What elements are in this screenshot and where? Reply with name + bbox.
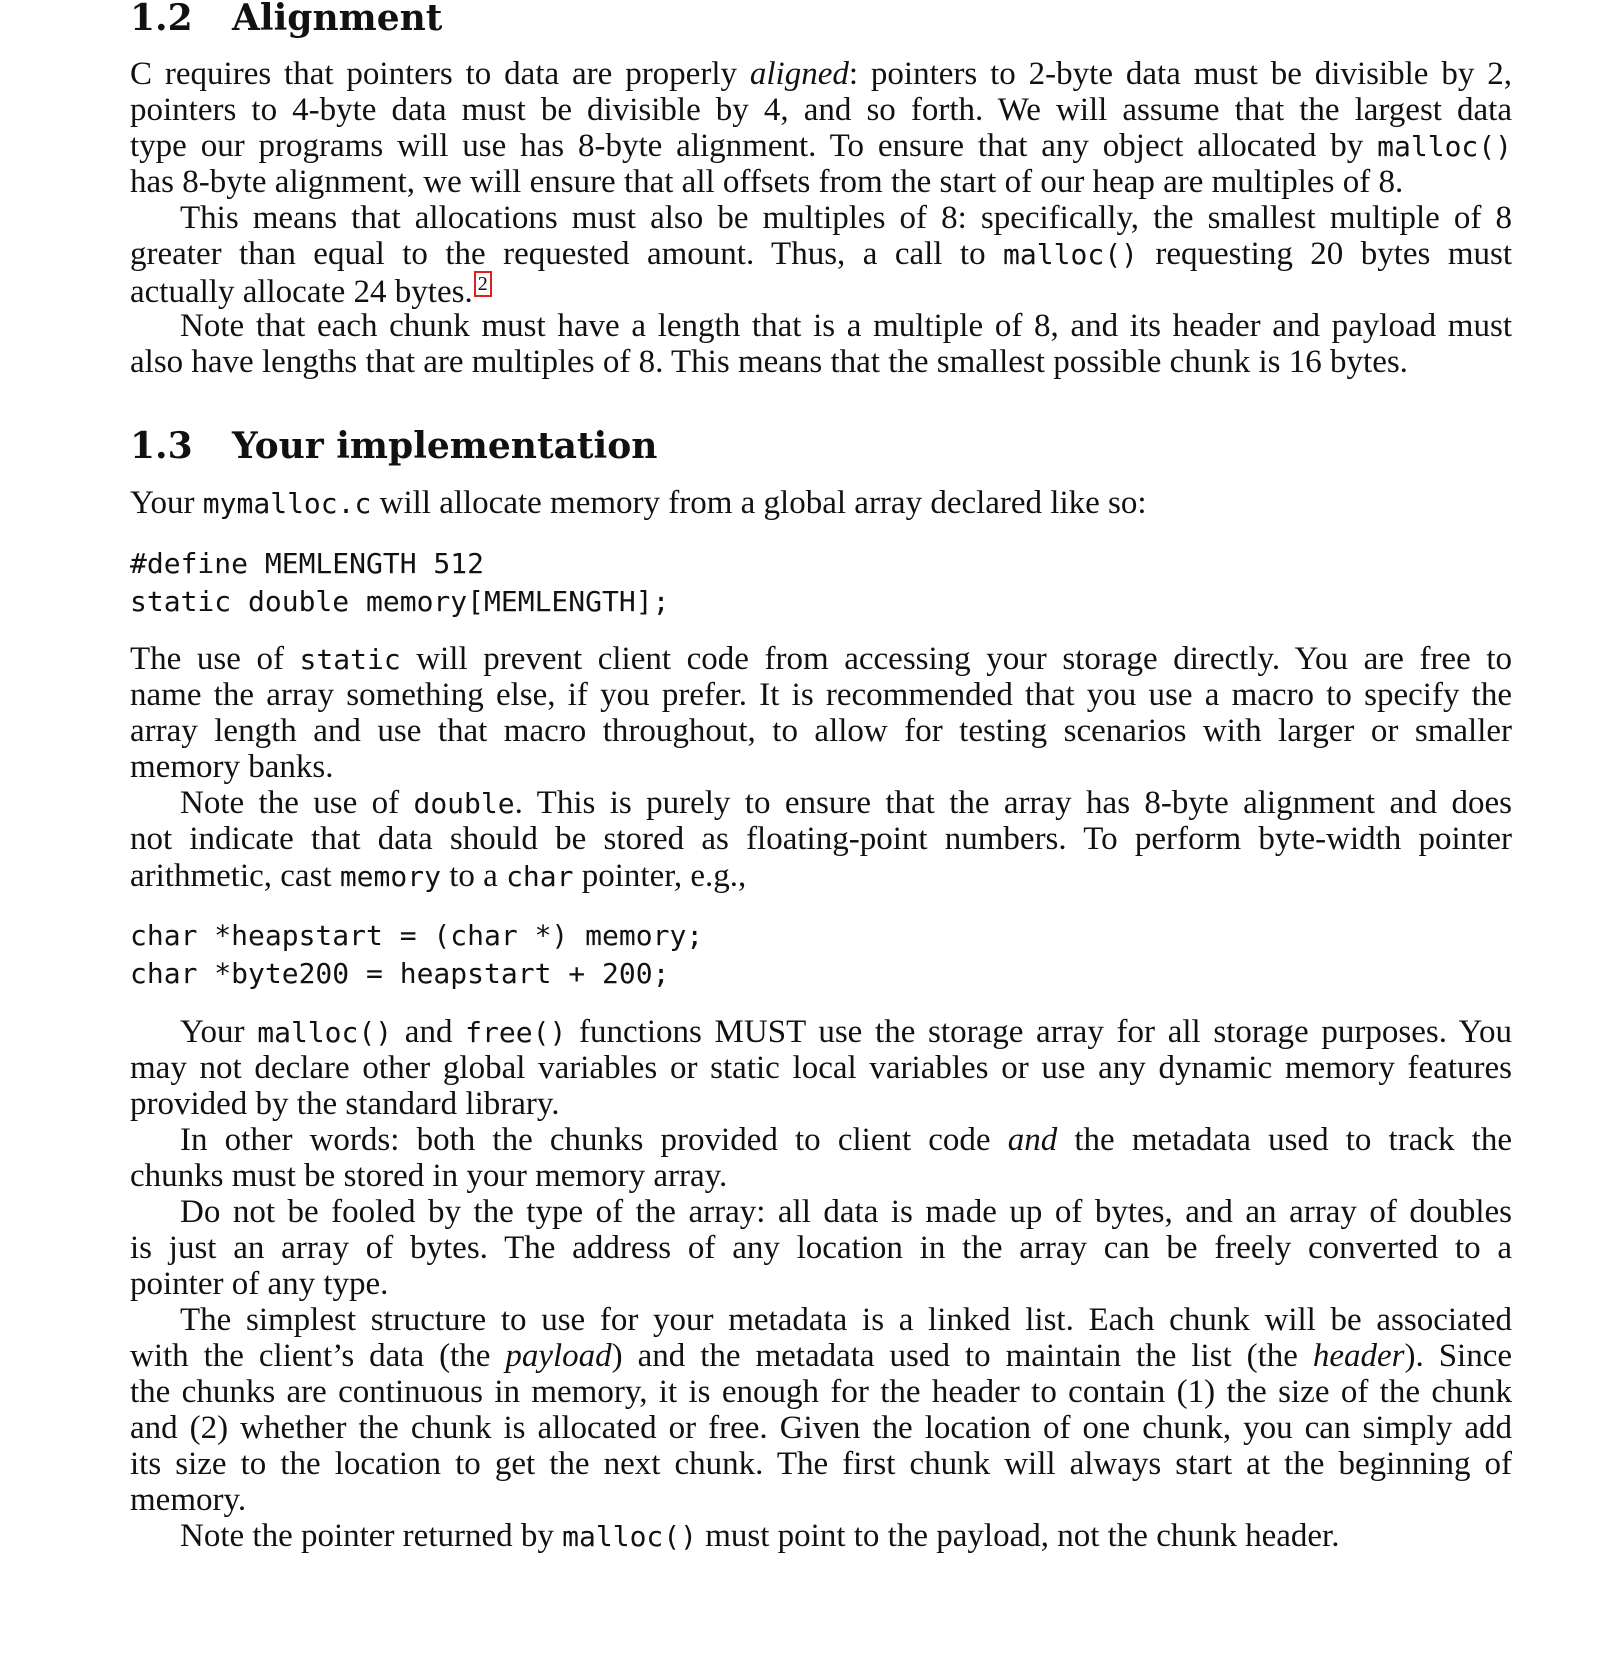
paragraph-line: arithmetic, cast memory to a char pointer, e.g., [130,858,747,894]
paragraph-line: Note the use of double. This is purely to ensure that the array has 8-byte alignment and does [180,785,1512,821]
code-line: #define MEMLENGTH 512 [130,547,485,580]
section-title: Your implementation [232,425,658,467]
paragraph-line: its size to the location to get the next chunk. The first chunk will always start at the beginning of [130,1446,1512,1482]
emphasis: header [1312,1338,1405,1374]
emphasis: aligned [749,56,849,92]
paragraph-line: greater than equal to the requested amount. Thus, a call to malloc() requesting 20 bytes must [130,236,1512,272]
code-inline: mymalloc.c [202,487,372,520]
emphasis: payload [505,1338,612,1374]
code-inline: malloc() [1003,238,1138,271]
paragraph-line: with the client’s data (the payload) and the metadata used to maintain the list (the header). Since [130,1338,1513,1374]
code-inline: malloc() [1377,130,1512,163]
paragraph-line: C requires that pointers to data are properly aligned: pointers to 2-byte data must be divisible by 2, [130,56,1512,92]
emphasis: and [1007,1122,1058,1158]
paragraph-line: not indicate that data should be stored as floating-point numbers. To perform byte-width pointer [130,821,1512,857]
code-line: char *byte200 = heapstart + 200; [130,957,670,990]
paragraph-line: also have lengths that are multiples of 8. This means that the smallest possible chunk is 16 bytes. [130,344,1408,380]
paragraph-line: Your mymalloc.c will allocate memory from a global array declared like so: [130,485,1147,521]
section-number: 1.2 [130,0,193,39]
section-heading-implementation [130,425,658,467]
paragraph-line: name the array something else, if you prefer. It is recommended that you use a macro to specify the [130,677,1512,713]
section-number: 1.3 [130,425,193,467]
code-line: char *heapstart = (char *) memory; [130,919,704,952]
paragraph-line: In other words: both the chunks provided to client code and the metadata used to track the [180,1122,1512,1158]
paragraph-line: type our programs will use has 8-byte alignment. To ensure that any object allocated by malloc() [130,128,1512,164]
paragraph-line: may not declare other global variables or static local variables or use any dynamic memory features [130,1050,1512,1086]
code-inline: double [413,787,515,820]
section-title: Alignment [232,0,443,39]
paragraph-line: Do not be fooled by the type of the array: all data is made up of bytes, and an array of doubles [180,1194,1512,1230]
section-heading-alignment [130,0,443,39]
paragraph-line: Your malloc() and free() functions MUST use the storage array for all storage purposes. You [180,1014,1512,1050]
paragraph-line: has 8-byte alignment, we will ensure that all offsets from the start of our heap are multiples of 8. [130,164,1404,200]
paragraph-line: This means that allocations must also be multiples of 8: specifically, the smallest multiple of 8 [180,200,1512,236]
paragraph-line: array length and use that macro throughout, to allow for testing scenarios with larger or smaller [130,713,1512,749]
code-inline: memory [339,860,441,893]
paragraph-line: memory. [130,1482,247,1518]
paragraph-line: Note the pointer returned by malloc() must point to the payload, not the chunk header. [180,1518,1340,1554]
paragraph-line: pointer of any type. [130,1266,389,1302]
code-line: static double memory[MEMLENGTH]; [130,585,670,618]
paragraph-line: chunks must be stored in your memory array. [130,1158,728,1194]
code-inline: char [506,860,574,893]
code-inline: free() [465,1016,567,1049]
paragraph-line: is just an array of bytes. The address of any location in the array can be freely converted to a [130,1230,1512,1266]
paragraph-line: memory banks. [130,749,334,785]
paragraph-line: Note that each chunk must have a length that is a multiple of 8, and its header and payload must [180,308,1512,344]
paragraph-line: The use of static will prevent client code from accessing your storage directly. You are free to [130,641,1512,677]
code-inline: malloc() [562,1520,697,1553]
paragraph-line: actually allocate 24 bytes. 2 [130,271,1512,311]
paragraph-line: pointers to 4-byte data must be divisible by 4, and so forth. We will assume that the largest data [130,92,1512,128]
footnote-link[interactable]: 2 [474,271,492,297]
paragraph-line: provided by the standard library. [130,1086,560,1122]
code-block-char [130,917,703,993]
paragraph-line: the chunks are continuous in memory, it is enough for the header to contain (1) the size of the chunk [130,1374,1512,1410]
code-inline: malloc() [257,1016,393,1049]
paragraph-line: The simplest structure to use for your metadata is a linked list. Each chunk will be associated [180,1302,1512,1338]
code-block-define [130,545,669,621]
paragraph-line: and (2) whether the chunk is allocated or free. Given the location of one chunk, you can simply add [130,1410,1512,1446]
code-inline: static [299,643,401,676]
